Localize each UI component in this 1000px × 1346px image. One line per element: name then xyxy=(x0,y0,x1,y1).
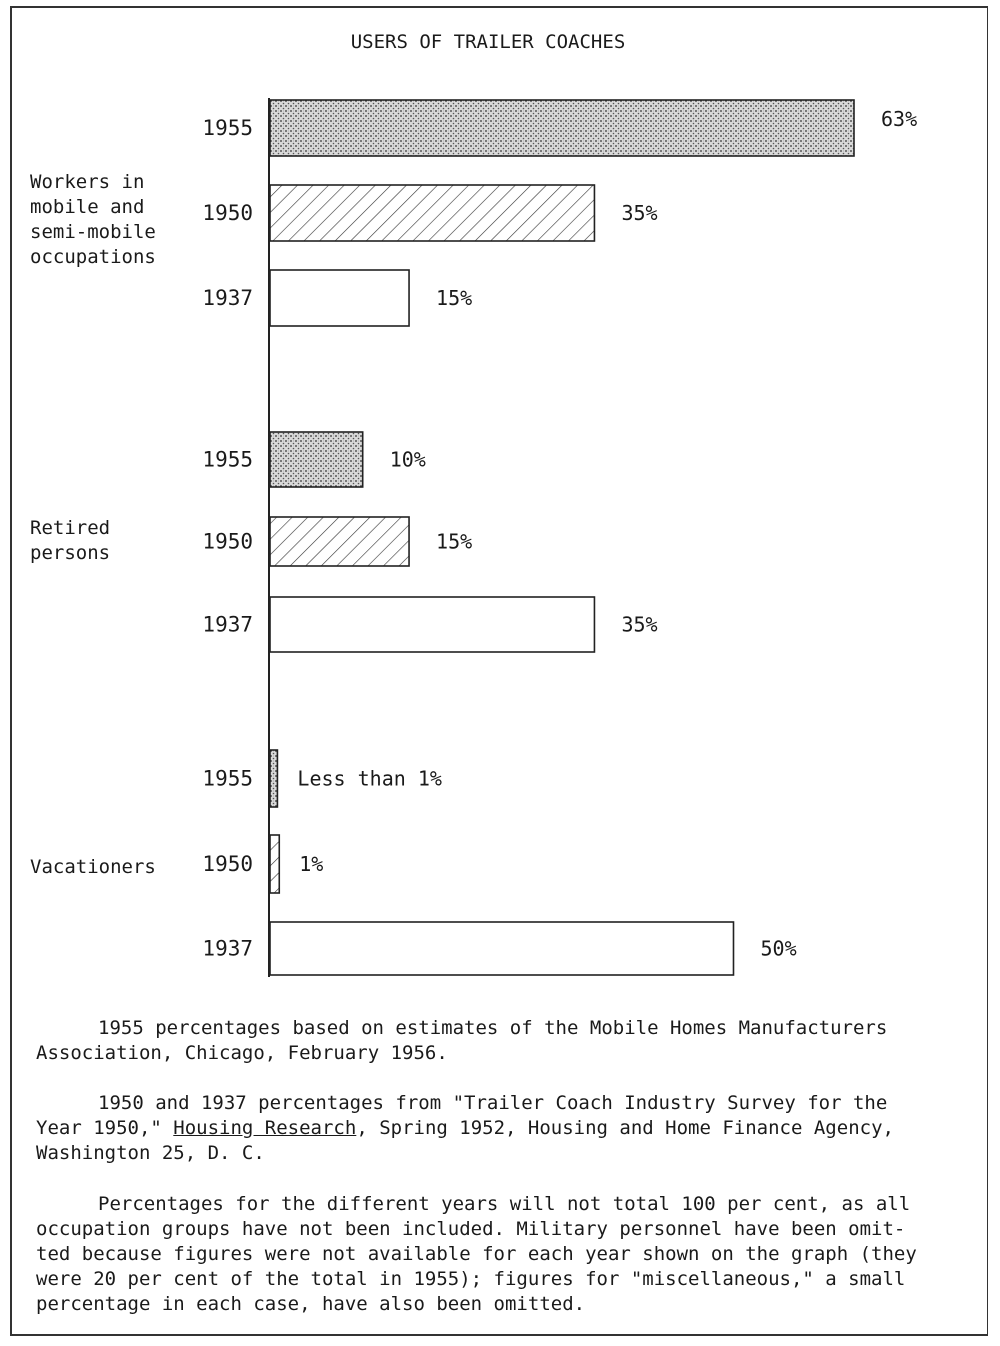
bar-1955 xyxy=(270,100,854,156)
note-line: Year 1950," xyxy=(36,1117,174,1139)
data-label: 1% xyxy=(299,852,324,876)
year-label: 1955 xyxy=(202,116,253,140)
year-label: 1937 xyxy=(202,286,253,310)
bar-1955 xyxy=(270,750,277,807)
group-label: mobile and xyxy=(30,196,145,218)
group-label: occupations xyxy=(30,246,156,268)
bars-layer xyxy=(30,100,917,975)
data-label: 35% xyxy=(621,201,658,225)
group-label: persons xyxy=(30,542,111,564)
data-label: 50% xyxy=(760,936,797,961)
data-label: 63% xyxy=(881,107,918,131)
bar-1950 xyxy=(270,185,594,241)
data-label: Less than 1% xyxy=(297,766,442,791)
year-label: 1955 xyxy=(202,766,253,791)
note-line: occupation groups have not been included. Military personnel have been omit- xyxy=(36,1218,906,1240)
bar-1950 xyxy=(270,835,279,893)
note-line: Percentages for the different years will not total 100 per cent, as all xyxy=(98,1193,911,1215)
group-label: Retired xyxy=(30,517,111,539)
note-source-1950-1937 xyxy=(36,1091,986,1166)
note-line: , Spring 1952, Housing and Home Finance Agency, xyxy=(356,1117,894,1139)
note-source-1955 xyxy=(36,1016,986,1066)
note-line: 1950 and 1937 percentages from "Trailer Coach Industry Survey for the xyxy=(98,1092,888,1114)
group-label: semi-mobile xyxy=(30,221,156,243)
bar-1937 xyxy=(270,922,733,975)
note-line: were 20 per cent of the total in 1955); figures for "miscellaneous," a small xyxy=(36,1268,906,1290)
group-label: Vacationers xyxy=(30,856,156,878)
year-label: 1955 xyxy=(202,447,253,472)
publication-title: Housing Research xyxy=(173,1117,357,1139)
data-label: 15% xyxy=(436,286,473,310)
note-percentages-caveat xyxy=(36,1192,986,1317)
group-label: Workers in xyxy=(30,171,145,193)
data-label: 10% xyxy=(389,447,426,472)
data-label: 35% xyxy=(621,612,658,637)
year-label: 1937 xyxy=(202,936,253,961)
year-label: 1950 xyxy=(202,852,253,876)
chart-title: USERS OF TRAILER COACHES xyxy=(350,31,626,53)
bar-1937 xyxy=(270,597,594,652)
bar-1950 xyxy=(270,517,409,566)
note-line: ted because figures were not available for each year shown on the graph (they xyxy=(36,1243,917,1265)
bar-1937 xyxy=(270,270,409,326)
note-line: percentage in each case, have also been omitted. xyxy=(36,1293,586,1315)
note-line: 1955 percentages based on estimates of the Mobile Homes Manufacturers xyxy=(98,1017,888,1039)
note-line: Association, Chicago, February 1956. xyxy=(36,1042,448,1064)
year-label: 1937 xyxy=(202,612,253,637)
year-label: 1950 xyxy=(202,529,253,554)
data-label: 15% xyxy=(436,529,473,554)
bar-1955 xyxy=(270,432,363,487)
note-line: Washington 25, D. C. xyxy=(36,1142,265,1164)
year-label: 1950 xyxy=(202,201,253,225)
